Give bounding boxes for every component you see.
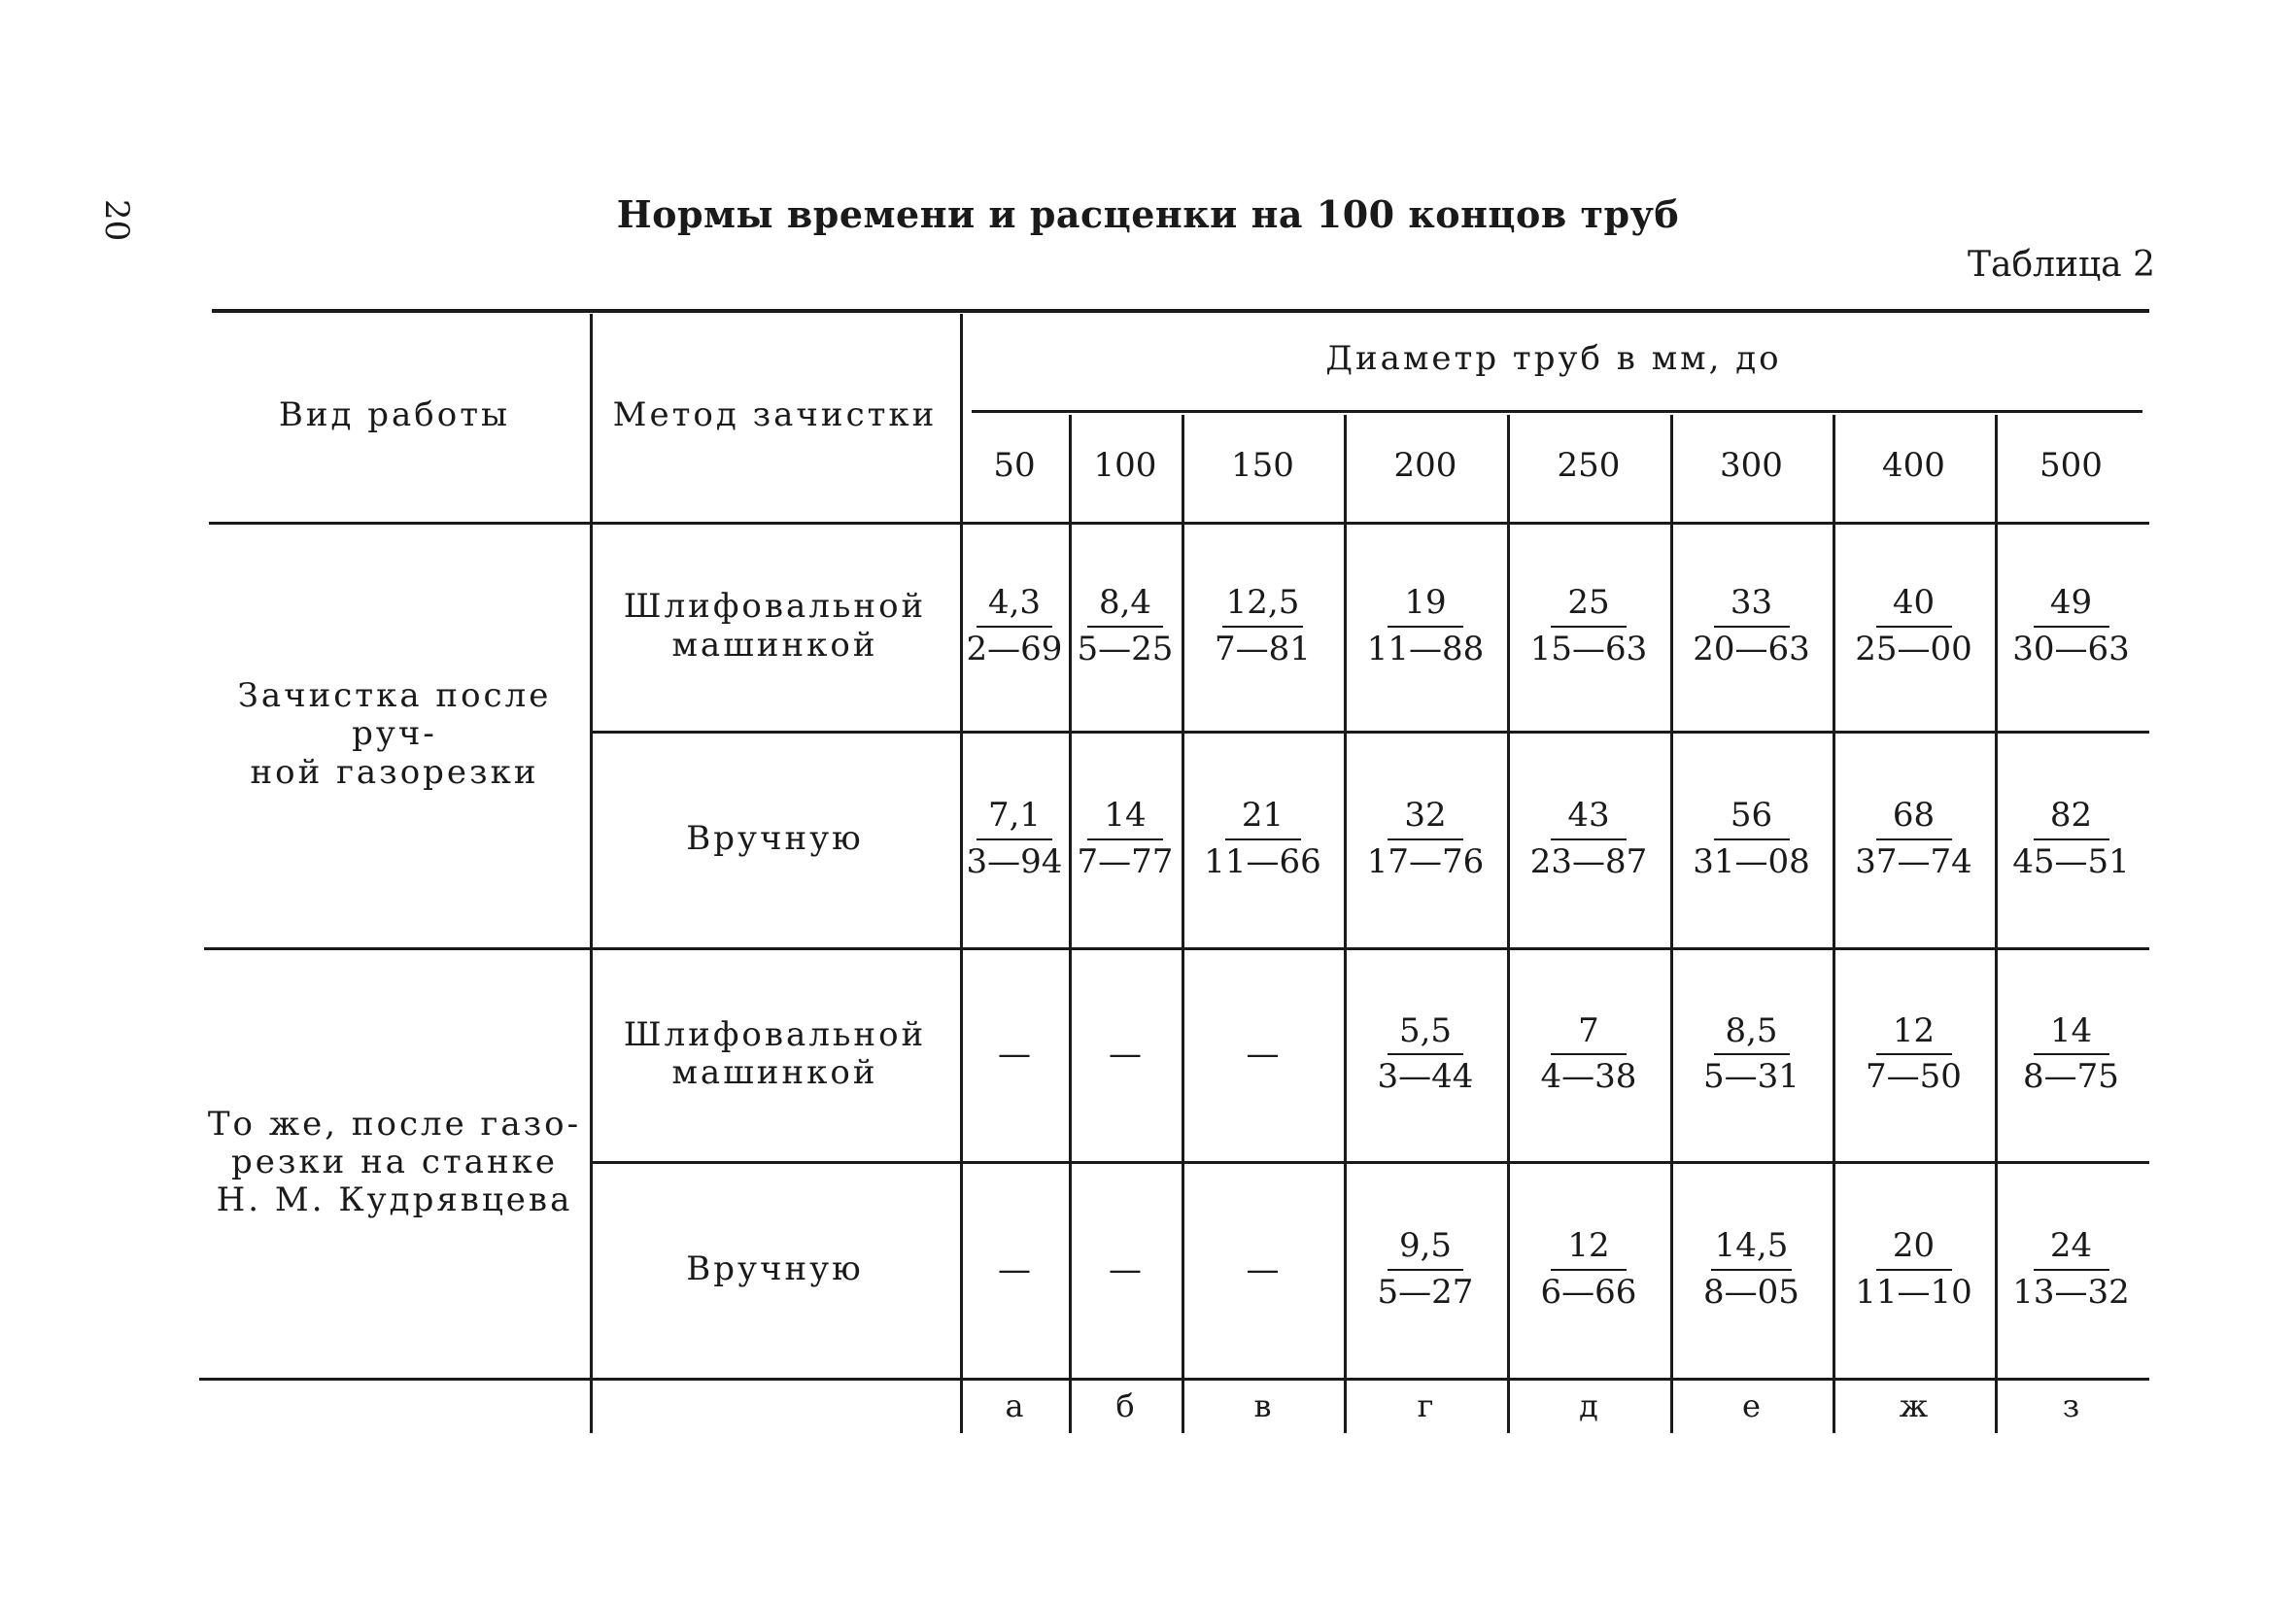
time-norm-value: 7: [1551, 1013, 1627, 1055]
rate-fraction-cell: [1833, 731, 1995, 947]
header-work-type: Вид работы: [278, 394, 511, 434]
rate-value: 6—66: [1540, 1272, 1637, 1312]
rate-value: 3—94: [966, 841, 1063, 881]
work-type-cell: [199, 947, 590, 1378]
rate-fraction-cell: [960, 522, 1069, 731]
time-norm-value: 14: [1087, 798, 1163, 839]
time-norm-value: 40: [1876, 585, 1952, 627]
time-norm-value: 14: [2034, 1013, 2109, 1055]
rate-value: 3—44: [1377, 1057, 1474, 1096]
time-norm-value: 43: [1551, 798, 1627, 839]
empty-dash-cell: —: [1246, 1035, 1280, 1074]
rate-fraction-cell: [1069, 731, 1182, 947]
method-line: машинкой: [671, 625, 878, 665]
table-label: Таблица 2: [1968, 245, 2155, 285]
time-norm-value: 20: [1876, 1228, 1952, 1270]
header-diameter-150: 150: [1231, 445, 1294, 485]
rate-fraction-cell: [1670, 522, 1833, 731]
time-norm-value: 24: [2034, 1228, 2109, 1270]
header-diameter-500: 500: [2039, 445, 2103, 485]
work-type-line: ной газорезки: [250, 752, 539, 792]
empty-dash-cell: —: [998, 1035, 1031, 1074]
header-diameter-400: 400: [1882, 445, 1945, 485]
rate-value: 11—66: [1204, 841, 1321, 881]
time-norm-value: 4,3: [977, 585, 1052, 627]
rate-value: 45—51: [2012, 841, 2130, 881]
time-norm-value: 12: [1551, 1228, 1627, 1270]
column-letter-3: в: [1253, 1386, 1272, 1424]
empty-dash-cell: —: [998, 1249, 1031, 1289]
header-diameter-50: 50: [993, 445, 1036, 485]
time-norm-value: 82: [2034, 798, 2109, 839]
time-norm-value: 33: [1714, 585, 1790, 627]
rate-fraction-cell: [1507, 1161, 1670, 1378]
rate-value: 5—25: [1077, 629, 1174, 668]
page-number: 20: [97, 199, 136, 242]
rate-value: 13—32: [2012, 1272, 2130, 1312]
rate-fraction-cell: [960, 731, 1069, 947]
column-letter-8: з: [2062, 1386, 2080, 1424]
rate-fraction-cell: [1833, 522, 1995, 731]
time-norm-value: 68: [1876, 798, 1952, 839]
time-norm-value: 25: [1551, 585, 1627, 627]
time-norm-value: 12: [1876, 1013, 1952, 1055]
time-norm-value: 32: [1388, 798, 1463, 839]
rate-fraction-cell: [1182, 731, 1344, 947]
rate-value: 15—63: [1529, 629, 1648, 668]
rate-value: 25—00: [1855, 629, 1972, 668]
rate-fraction-cell: [1670, 1161, 1833, 1378]
rate-fraction-cell: [1344, 947, 1507, 1161]
method-line: машинкой: [671, 1053, 878, 1092]
column-letter-7: ж: [1899, 1386, 1929, 1424]
rate-value: 5—31: [1703, 1057, 1799, 1096]
rate-fraction-cell: [1833, 1161, 1995, 1378]
work-type-line: резки на станке: [230, 1142, 559, 1181]
rate-value: 30—63: [2012, 629, 2130, 668]
rate-fraction-cell: [1507, 947, 1670, 1161]
time-norm-value: 14,5: [1711, 1228, 1793, 1270]
column-letter-2: б: [1115, 1386, 1135, 1424]
rate-fraction-cell: [1182, 522, 1344, 731]
time-norm-value: 12,5: [1222, 585, 1304, 627]
table-title: Нормы времени и расценки на 100 концов труб: [616, 192, 1680, 236]
time-norm-value: 56: [1714, 798, 1790, 839]
method-line: Шлифовальной: [623, 587, 927, 627]
rate-fraction-cell: [1344, 1161, 1507, 1378]
time-norm-value: 8,4: [1087, 585, 1163, 627]
rate-value: 11—10: [1855, 1272, 1972, 1312]
method-line: Шлифовальной: [623, 1014, 927, 1054]
empty-dash-cell: —: [1109, 1249, 1142, 1289]
rate-value: 8—75: [2023, 1057, 2119, 1096]
rate-value: 20—63: [1693, 629, 1810, 668]
header-diameter: Диаметр труб в мм, до: [1325, 339, 1782, 379]
rate-value: 2—69: [966, 629, 1063, 668]
rate-value: 8—05: [1703, 1272, 1799, 1312]
rate-fraction-cell: [1995, 522, 2147, 731]
rate-fraction-cell: [1344, 731, 1507, 947]
rate-fraction-cell: [1069, 522, 1182, 731]
column-letter-4: г: [1417, 1386, 1434, 1424]
time-norm-value: 5,5: [1388, 1013, 1463, 1055]
header-diameter-300: 300: [1720, 445, 1783, 485]
rate-fraction-cell: [1995, 731, 2147, 947]
rate-value: 17—76: [1366, 841, 1485, 881]
rate-value: 5—27: [1377, 1272, 1474, 1312]
rate-fraction-cell: [1670, 947, 1833, 1161]
column-letter-1: а: [1005, 1386, 1024, 1424]
rate-fraction-cell: [1507, 731, 1670, 947]
rate-value: 7—77: [1077, 841, 1174, 881]
empty-dash-cell: —: [1109, 1035, 1142, 1074]
rate-fraction-cell: [1507, 522, 1670, 731]
time-norm-value: 9,5: [1388, 1228, 1463, 1270]
rate-value: 37—74: [1855, 841, 1972, 881]
header-diameter-200: 200: [1393, 445, 1457, 485]
rate-value: 4—38: [1540, 1057, 1637, 1096]
empty-dash-cell: —: [1246, 1249, 1280, 1289]
time-norm-value: 49: [2034, 585, 2109, 627]
method-cell: [590, 731, 960, 947]
rate-value: 7—81: [1215, 629, 1311, 668]
method-cell: [590, 1161, 960, 1378]
rate-fraction-cell: [1833, 947, 1995, 1161]
rate-value: 7—50: [1866, 1057, 1962, 1096]
method-line: Вручную: [686, 1248, 864, 1288]
rate-fraction-cell: [1995, 947, 2147, 1161]
work-type-line: Н. М. Кудрявцева: [216, 1180, 573, 1220]
work-type-cell: [199, 522, 590, 947]
header-diameter-250: 250: [1557, 445, 1621, 485]
column-letter-6: е: [1742, 1386, 1761, 1424]
work-type-line: То же, после газо-: [207, 1104, 582, 1144]
rate-value: 23—87: [1529, 841, 1648, 881]
work-type-line: Зачистка после руч-: [237, 676, 552, 754]
time-norm-value: 21: [1225, 798, 1301, 839]
rate-fraction-cell: [1995, 1161, 2147, 1378]
rate-value: 31—08: [1693, 841, 1810, 881]
time-norm-value: 7,1: [977, 798, 1052, 839]
column-letter-5: д: [1579, 1386, 1598, 1424]
rate-value: 11—88: [1366, 629, 1485, 668]
time-norm-value: 8,5: [1714, 1013, 1790, 1055]
method-cell: [590, 947, 960, 1161]
rate-fraction-cell: [1670, 731, 1833, 947]
method-cell: [590, 522, 960, 731]
header-method: Метод зачистки: [612, 394, 938, 434]
time-norm-value: 19: [1388, 585, 1463, 627]
method-line: Вручную: [686, 818, 864, 858]
header-diameter-100: 100: [1093, 445, 1157, 485]
rate-fraction-cell: [1344, 522, 1507, 731]
